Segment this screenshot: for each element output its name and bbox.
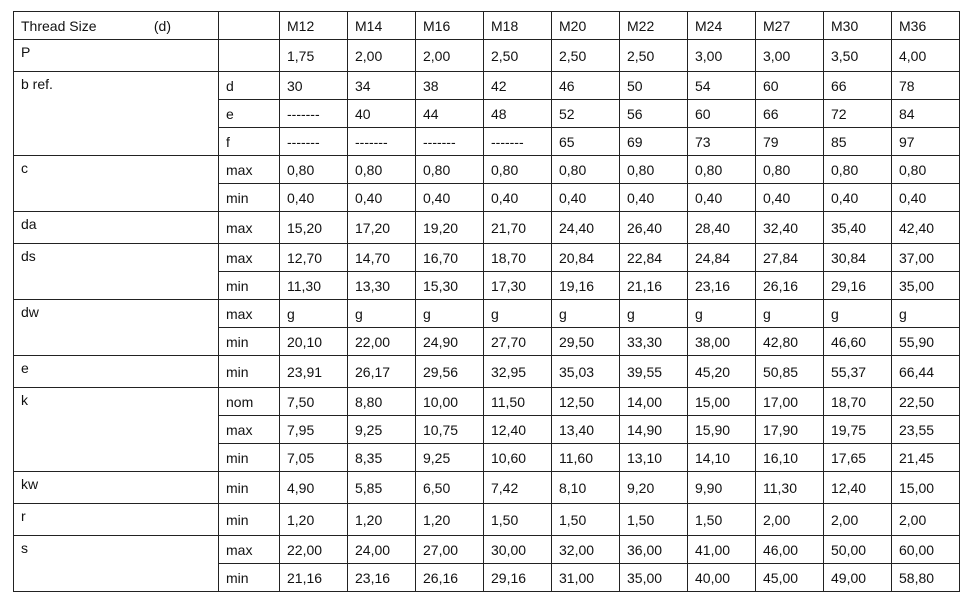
value-cell: 26,40: [620, 212, 688, 244]
value-cell: 0,40: [416, 184, 484, 212]
value-cell: 7,42: [484, 472, 552, 504]
value-cell: 0,40: [824, 184, 892, 212]
value-cell: 29,50: [552, 328, 620, 356]
value-cell: 1,20: [280, 504, 348, 536]
value-cell: 28,40: [688, 212, 756, 244]
value-cell: 41,00: [688, 536, 756, 564]
value-cell: 2,00: [756, 504, 824, 536]
value-cell: 15,00: [892, 472, 960, 504]
value-cell: 11,30: [280, 272, 348, 300]
value-cell: 0,40: [756, 184, 824, 212]
value-cell: 14,00: [620, 388, 688, 416]
value-cell: 4,00: [892, 40, 960, 72]
value-cell: 9,20: [620, 472, 688, 504]
value-cell: 50: [620, 72, 688, 100]
parameter-label-cell: s: [14, 536, 219, 592]
value-cell: 17,20: [348, 212, 416, 244]
sub-label-cell: max: [219, 244, 280, 272]
value-cell: 23,91: [280, 356, 348, 388]
value-cell: 21,70: [484, 212, 552, 244]
value-cell: 23,16: [348, 564, 416, 592]
value-cell: 0,80: [484, 156, 552, 184]
value-cell: 73: [688, 128, 756, 156]
value-cell: 39,55: [620, 356, 688, 388]
sub-label-cell: max: [219, 300, 280, 328]
value-cell: 35,00: [892, 272, 960, 300]
sub-label-cell: max: [219, 536, 280, 564]
value-cell: 17,30: [484, 272, 552, 300]
value-cell: 3,50: [824, 40, 892, 72]
value-cell: 9,25: [416, 444, 484, 472]
value-cell: -------: [416, 128, 484, 156]
table-row: [14, 40, 960, 72]
value-cell: 24,84: [688, 244, 756, 272]
value-cell: 0,40: [484, 184, 552, 212]
value-cell: 22,00: [280, 536, 348, 564]
value-cell: 0,40: [280, 184, 348, 212]
value-cell: 11,50: [484, 388, 552, 416]
value-cell: 26,17: [348, 356, 416, 388]
value-cell: 7,50: [280, 388, 348, 416]
value-cell: 52: [552, 100, 620, 128]
parameter-label-cell: k: [14, 388, 219, 472]
value-cell: 0,80: [348, 156, 416, 184]
value-cell: 37,00: [892, 244, 960, 272]
value-cell: 12,40: [484, 416, 552, 444]
value-cell: 1,50: [484, 504, 552, 536]
value-cell: 0,80: [756, 156, 824, 184]
sub-label-cell: min: [219, 184, 280, 212]
size-header-cell: M20: [552, 12, 620, 40]
value-cell: 9,25: [348, 416, 416, 444]
value-cell: 2,50: [484, 40, 552, 72]
table-row: [14, 388, 960, 416]
parameter-label-cell: e: [14, 356, 219, 388]
value-cell: 2,00: [892, 504, 960, 536]
sub-label-cell: min: [219, 564, 280, 592]
sub-label-cell: min: [219, 472, 280, 504]
sub-label-cell: max: [219, 416, 280, 444]
value-cell: 65: [552, 128, 620, 156]
value-cell: 0,40: [892, 184, 960, 212]
value-cell: 66: [824, 72, 892, 100]
value-cell: 24,00: [348, 536, 416, 564]
table-row: [14, 504, 960, 536]
parameter-label-cell: ds: [14, 244, 219, 300]
value-cell: 46,00: [756, 536, 824, 564]
sub-label-cell: min: [219, 272, 280, 300]
value-cell: 40: [348, 100, 416, 128]
value-cell: 18,70: [484, 244, 552, 272]
value-cell: 10,00: [416, 388, 484, 416]
value-cell: 60: [756, 72, 824, 100]
size-header-cell: M36: [892, 12, 960, 40]
value-cell: 0,80: [688, 156, 756, 184]
value-cell: 23,16: [688, 272, 756, 300]
value-cell: 0,40: [620, 184, 688, 212]
value-cell: 48: [484, 100, 552, 128]
value-cell: 55,37: [824, 356, 892, 388]
value-cell: 26,16: [416, 564, 484, 592]
value-cell: 38,00: [688, 328, 756, 356]
value-cell: 66,44: [892, 356, 960, 388]
value-cell: 18,70: [824, 388, 892, 416]
header-row: [14, 12, 960, 40]
thread-size-header-cell: [14, 12, 219, 40]
value-cell: 60: [688, 100, 756, 128]
value-cell: 7,95: [280, 416, 348, 444]
value-cell: 42,80: [756, 328, 824, 356]
value-cell: 20,10: [280, 328, 348, 356]
value-cell: 17,00: [756, 388, 824, 416]
value-cell: g: [484, 300, 552, 328]
value-cell: g: [756, 300, 824, 328]
value-cell: 54: [688, 72, 756, 100]
value-cell: 23,55: [892, 416, 960, 444]
sub-label-cell: min: [219, 444, 280, 472]
value-cell: 5,85: [348, 472, 416, 504]
value-cell: 19,20: [416, 212, 484, 244]
value-cell: 2,00: [416, 40, 484, 72]
value-cell: 32,00: [552, 536, 620, 564]
value-cell: 9,90: [688, 472, 756, 504]
table-row: [14, 156, 960, 184]
parameter-label-cell: kw: [14, 472, 219, 504]
value-cell: 36,00: [620, 536, 688, 564]
parameter-label-cell: r: [14, 504, 219, 536]
size-header-cell: M24: [688, 12, 756, 40]
value-cell: -------: [280, 128, 348, 156]
value-cell: 85: [824, 128, 892, 156]
value-cell: 31,00: [552, 564, 620, 592]
value-cell: 29,56: [416, 356, 484, 388]
value-cell: 27,00: [416, 536, 484, 564]
value-cell: 42: [484, 72, 552, 100]
value-cell: 30: [280, 72, 348, 100]
sub-label-cell: min: [219, 328, 280, 356]
sub-label-cell: [219, 40, 280, 72]
value-cell: 35,40: [824, 212, 892, 244]
size-header-cell: M14: [348, 12, 416, 40]
value-cell: g: [280, 300, 348, 328]
value-cell: 0,80: [552, 156, 620, 184]
value-cell: 12,40: [824, 472, 892, 504]
value-cell: 84: [892, 100, 960, 128]
value-cell: 12,50: [552, 388, 620, 416]
value-cell: g: [416, 300, 484, 328]
value-cell: 1,20: [348, 504, 416, 536]
parameter-label-cell: c: [14, 156, 219, 212]
size-header-cell: M12: [280, 12, 348, 40]
value-cell: 2,50: [552, 40, 620, 72]
value-cell: 55,90: [892, 328, 960, 356]
size-header-cell: M27: [756, 12, 824, 40]
value-cell: 45,00: [756, 564, 824, 592]
value-cell: 60,00: [892, 536, 960, 564]
value-cell: 0,80: [892, 156, 960, 184]
value-cell: 26,16: [756, 272, 824, 300]
value-cell: 33,30: [620, 328, 688, 356]
value-cell: 2,00: [348, 40, 416, 72]
value-cell: g: [620, 300, 688, 328]
value-cell: g: [552, 300, 620, 328]
value-cell: g: [348, 300, 416, 328]
table-row: [14, 212, 960, 244]
value-cell: 72: [824, 100, 892, 128]
value-cell: 22,50: [892, 388, 960, 416]
value-cell: 7,05: [280, 444, 348, 472]
value-cell: 0,40: [688, 184, 756, 212]
sub-label-cell: nom: [219, 388, 280, 416]
value-cell: 97: [892, 128, 960, 156]
value-cell: 17,65: [824, 444, 892, 472]
sub-header-cell: [219, 12, 280, 40]
value-cell: 79: [756, 128, 824, 156]
value-cell: 14,70: [348, 244, 416, 272]
value-cell: 27,84: [756, 244, 824, 272]
table-row: [14, 356, 960, 388]
value-cell: 16,10: [756, 444, 824, 472]
value-cell: 13,40: [552, 416, 620, 444]
parameter-label-cell: b ref.: [14, 72, 219, 156]
table-row: [14, 72, 960, 100]
table-row: [14, 244, 960, 272]
sub-label-cell: max: [219, 212, 280, 244]
value-cell: 16,70: [416, 244, 484, 272]
value-cell: 11,30: [756, 472, 824, 504]
sub-label-cell: f: [219, 128, 280, 156]
value-cell: 4,90: [280, 472, 348, 504]
value-cell: 13,30: [348, 272, 416, 300]
value-cell: 21,16: [280, 564, 348, 592]
sub-label-cell: max: [219, 156, 280, 184]
table-row: [14, 300, 960, 328]
value-cell: 0,80: [280, 156, 348, 184]
value-cell: 38: [416, 72, 484, 100]
value-cell: 0,80: [824, 156, 892, 184]
value-cell: 22,84: [620, 244, 688, 272]
value-cell: 1,50: [688, 504, 756, 536]
table-body: [14, 40, 960, 592]
value-cell: 2,00: [824, 504, 892, 536]
value-cell: 34: [348, 72, 416, 100]
value-cell: 50,85: [756, 356, 824, 388]
thread-size-symbol: (d): [153, 17, 171, 34]
value-cell: 32,95: [484, 356, 552, 388]
value-cell: g: [688, 300, 756, 328]
value-cell: 1,50: [620, 504, 688, 536]
value-cell: 66: [756, 100, 824, 128]
sub-label-cell: e: [219, 100, 280, 128]
size-header-cell: M16: [416, 12, 484, 40]
value-cell: 15,90: [688, 416, 756, 444]
value-cell: 15,20: [280, 212, 348, 244]
value-cell: 2,50: [620, 40, 688, 72]
sub-label-cell: min: [219, 356, 280, 388]
parameter-label-cell: P: [14, 40, 219, 72]
sub-label-cell: d: [219, 72, 280, 100]
value-cell: 30,00: [484, 536, 552, 564]
sub-label-cell: min: [219, 504, 280, 536]
value-cell: 49,00: [824, 564, 892, 592]
value-cell: 1,75: [280, 40, 348, 72]
size-header-cell: M30: [824, 12, 892, 40]
value-cell: 32,40: [756, 212, 824, 244]
value-cell: 13,10: [620, 444, 688, 472]
parameter-label-cell: da: [14, 212, 219, 244]
value-cell: 30,84: [824, 244, 892, 272]
table-row: [14, 536, 960, 564]
value-cell: 22,00: [348, 328, 416, 356]
value-cell: 3,00: [688, 40, 756, 72]
value-cell: 8,10: [552, 472, 620, 504]
value-cell: 12,70: [280, 244, 348, 272]
value-cell: 50,00: [824, 536, 892, 564]
value-cell: 40,00: [688, 564, 756, 592]
value-cell: g: [824, 300, 892, 328]
value-cell: 11,60: [552, 444, 620, 472]
value-cell: -------: [484, 128, 552, 156]
value-cell: 35,00: [620, 564, 688, 592]
value-cell: 0,80: [416, 156, 484, 184]
thread-size-label: Thread Size: [21, 17, 97, 34]
value-cell: 24,90: [416, 328, 484, 356]
thread-dimensions-table: [13, 11, 960, 592]
value-cell: 14,90: [620, 416, 688, 444]
value-cell: 15,30: [416, 272, 484, 300]
value-cell: g: [892, 300, 960, 328]
value-cell: 21,45: [892, 444, 960, 472]
value-cell: 42,40: [892, 212, 960, 244]
value-cell: 19,75: [824, 416, 892, 444]
value-cell: 21,16: [620, 272, 688, 300]
value-cell: -------: [280, 100, 348, 128]
page: [13, 11, 960, 592]
parameter-label-cell: dw: [14, 300, 219, 356]
value-cell: 78: [892, 72, 960, 100]
value-cell: 69: [620, 128, 688, 156]
value-cell: 46,60: [824, 328, 892, 356]
value-cell: 29,16: [824, 272, 892, 300]
value-cell: 0,80: [620, 156, 688, 184]
value-cell: 3,00: [756, 40, 824, 72]
value-cell: 20,84: [552, 244, 620, 272]
table-row: [14, 472, 960, 504]
value-cell: 6,50: [416, 472, 484, 504]
value-cell: 56: [620, 100, 688, 128]
value-cell: 1,50: [552, 504, 620, 536]
value-cell: 24,40: [552, 212, 620, 244]
value-cell: 44: [416, 100, 484, 128]
value-cell: 14,10: [688, 444, 756, 472]
value-cell: 29,16: [484, 564, 552, 592]
value-cell: 0,40: [552, 184, 620, 212]
value-cell: 8,35: [348, 444, 416, 472]
value-cell: 46: [552, 72, 620, 100]
value-cell: 10,75: [416, 416, 484, 444]
value-cell: 10,60: [484, 444, 552, 472]
value-cell: 58,80: [892, 564, 960, 592]
value-cell: 1,20: [416, 504, 484, 536]
value-cell: -------: [348, 128, 416, 156]
value-cell: 27,70: [484, 328, 552, 356]
value-cell: 45,20: [688, 356, 756, 388]
value-cell: 8,80: [348, 388, 416, 416]
value-cell: 15,00: [688, 388, 756, 416]
value-cell: 17,90: [756, 416, 824, 444]
value-cell: 0,40: [348, 184, 416, 212]
size-header-cell: M18: [484, 12, 552, 40]
value-cell: 19,16: [552, 272, 620, 300]
size-header-cell: M22: [620, 12, 688, 40]
value-cell: 35,03: [552, 356, 620, 388]
